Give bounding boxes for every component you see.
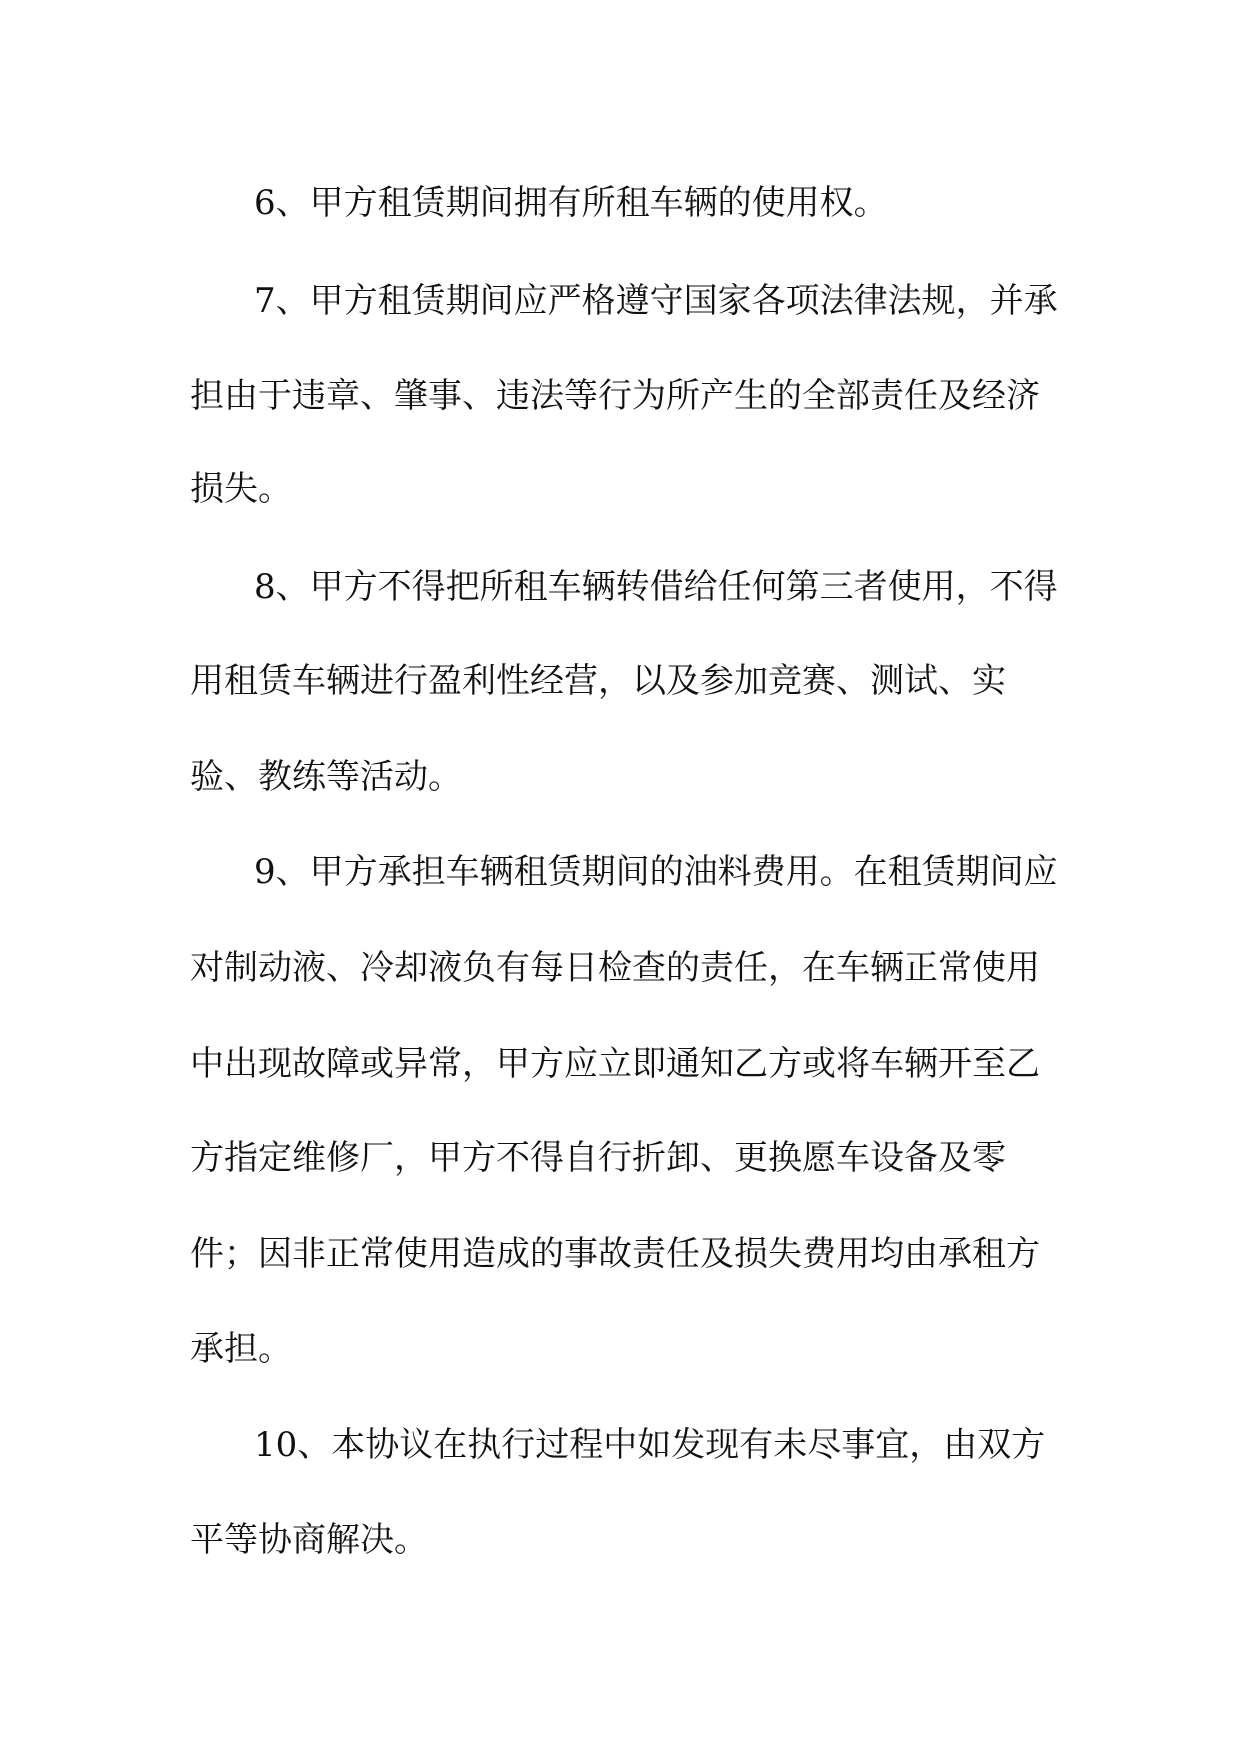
paragraph-9-line-6: 承担。 <box>190 1329 292 1369</box>
paragraph-7-line-3: 损失。 <box>190 469 292 509</box>
paragraph-9-line-3: 中出现故障或异常，甲方应立即通知乙方或将车辆开至乙 <box>190 1044 1040 1084</box>
paragraph-6-line-1: 6、甲方租赁期间拥有所租车辆的使用权。 <box>254 183 888 223</box>
paragraph-8-line-2: 用租赁车辆进行盈利性经营，以及参加竞赛、测试、实 <box>190 661 1006 701</box>
paragraph-8-line-1: 8、甲方不得把所租车辆转借给任何第三者使用，不得 <box>254 567 1058 607</box>
paragraph-8-line-3: 验、教练等活动。 <box>190 757 462 797</box>
paragraph-9-line-5: 件；因非正常使用造成的事故责任及损失费用均由承租方 <box>190 1234 1040 1274</box>
paragraph-9-line-2: 对制动液、冷却液负有每日检查的责任，在车辆正常使用 <box>190 948 1040 988</box>
paragraph-7-line-2: 担由于违章、肇事、违法等行为所产生的全部责任及经济 <box>190 376 1040 416</box>
paragraph-10-line-2: 平等协商解决。 <box>190 1520 428 1560</box>
paragraph-7-line-1: 7、甲方租赁期间应严格遵守国家各项法律法规，并承 <box>254 281 1058 321</box>
paragraph-9-line-4: 方指定维修厂，甲方不得自行折卸、更换愿车设备及零 <box>190 1138 1006 1178</box>
paragraph-10-line-1: 10、本协议在执行过程中如发现有未尽事宜，由双方 <box>254 1425 1046 1465</box>
paragraph-9-line-1: 9、甲方承担车辆租赁期间的油料费用。在租赁期间应 <box>254 852 1058 892</box>
